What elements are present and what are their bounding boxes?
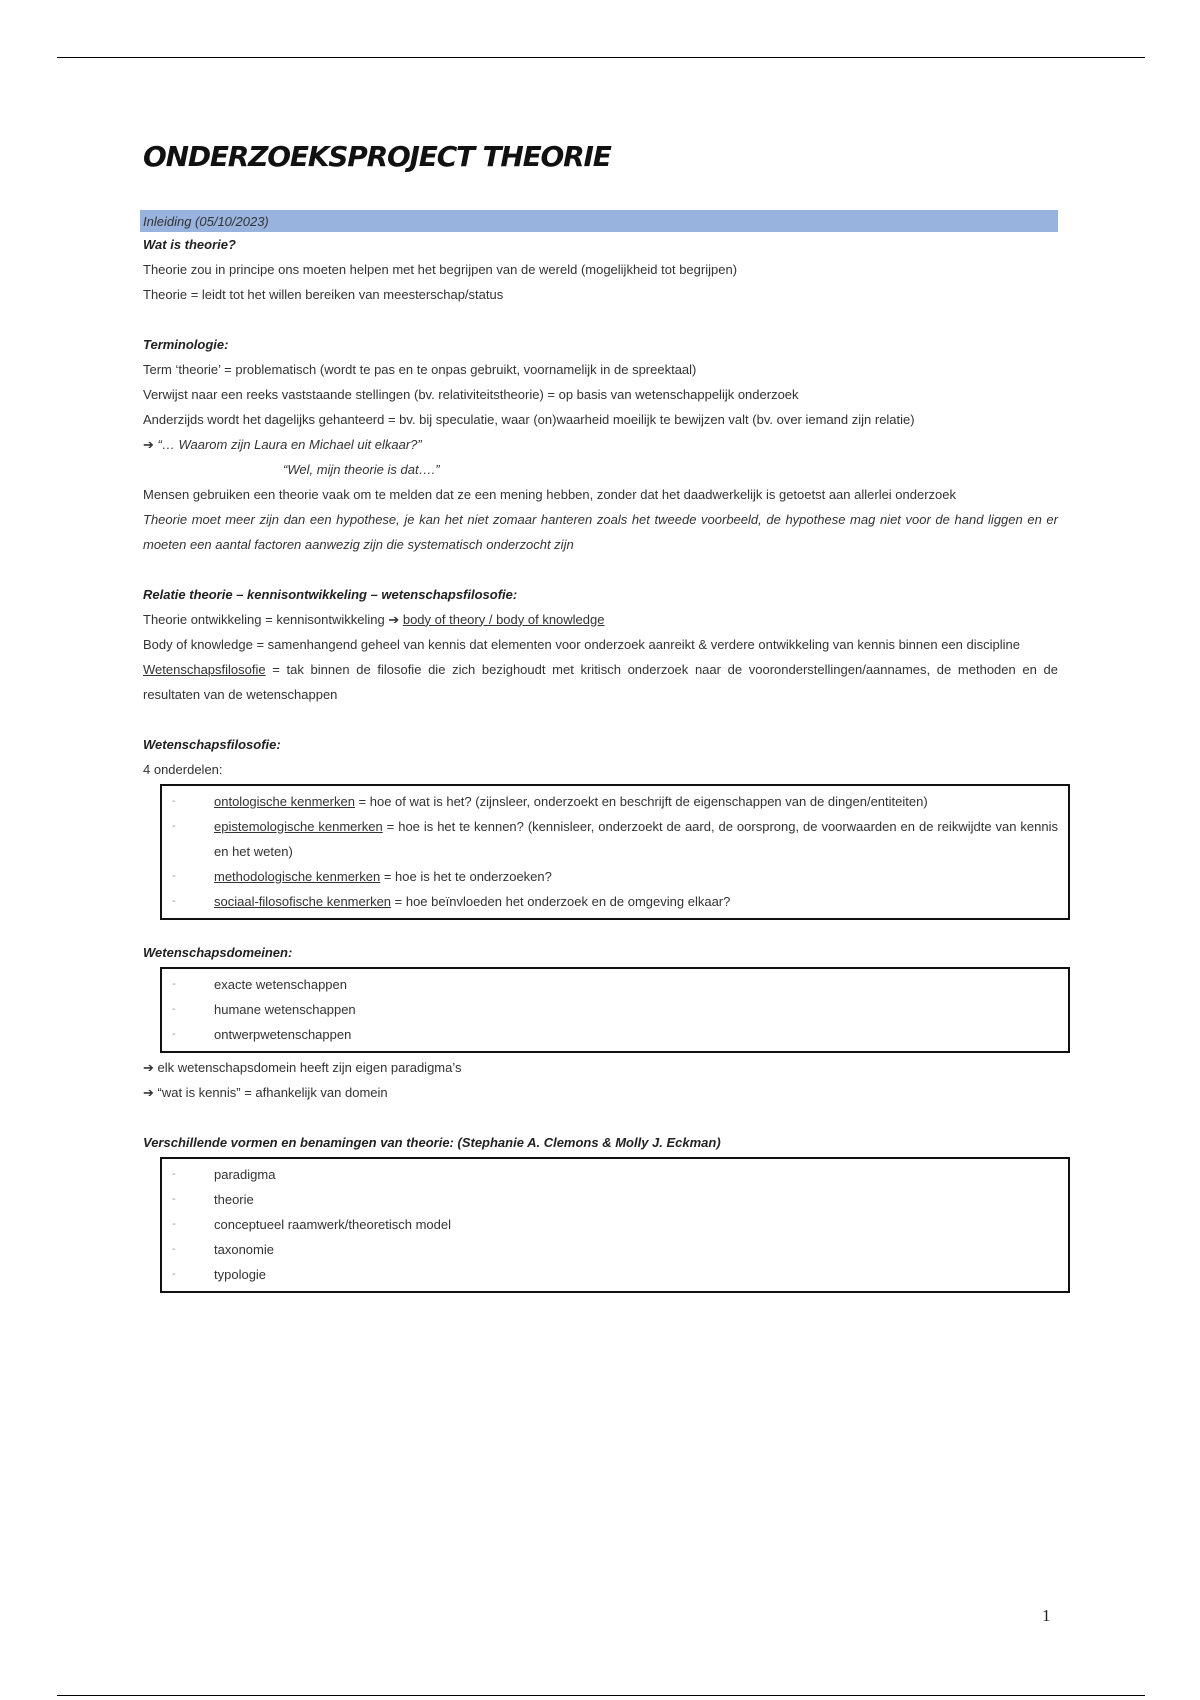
intro-line-2: Theorie = leidt tot het willen bereiken van meesterschap/status bbox=[143, 286, 504, 302]
terminologie-line-1: Term ‘theorie’ = problematisch (wordt te pas en te onpas gebruikt, voornamelijk in de spreektaal) bbox=[143, 361, 697, 377]
quote-line-2: “Wel, mijn theorie is dat….” bbox=[283, 461, 440, 477]
domein-label: exacte wetenschappen bbox=[214, 976, 347, 992]
list-item-vorm bbox=[162, 1237, 1068, 1262]
wetenschapsfilosofie-term: Wetenschapsfilosofie bbox=[143, 661, 266, 677]
terminologie-line-2: Verwijst naar een reeks vaststaande stellingen (bv. relativiteitstheorie) = op basis van wetenschappelijk onderzoek bbox=[143, 386, 799, 402]
quote-line-1 bbox=[143, 432, 1058, 457]
relatie-paragraph-1: Body of knowledge = samenhangend geheel van kennis dat elementen voor onderzoek aanreikt & verdere ontwikkeling van kennis binnen een discipline bbox=[143, 636, 1020, 652]
heading-terminologie: Terminologie: bbox=[143, 336, 229, 352]
quote-question: “… Waarom zijn Laura en Michael uit elkaar?” bbox=[157, 436, 422, 452]
box-kenmerken bbox=[160, 784, 1070, 920]
term-sociaal-filosofisch: sociaal-filosofische kenmerken bbox=[214, 893, 392, 909]
list-item-ontologisch bbox=[162, 789, 1068, 814]
domein-label: ontwerpwetenschappen bbox=[214, 1026, 352, 1042]
def-sociaal-filosofisch: = hoe beïnvloeden het onderzoek en de omgeving elkaar? bbox=[391, 893, 731, 909]
list-item-methodologisch bbox=[162, 864, 1068, 889]
header-rule bbox=[57, 57, 1145, 58]
bullet-icon: - bbox=[172, 869, 176, 882]
document-title: ONDERZOEKSPROJECT THEORIE bbox=[143, 140, 611, 173]
list-item-vorm bbox=[162, 1212, 1068, 1237]
def-epistemologisch: = hoe is het te kennen? (kennisleer, onderzoekt de aard, de oorsprong, de voorwaarden en de reikwijdte van kennis en het weten) bbox=[214, 818, 1058, 859]
arrow-icon: ➔ bbox=[143, 436, 154, 452]
terminologie-line-3: Anderzijds wordt het dagelijks gehanteerd = bv. bij speculatie, waar (on)waarheid moeilijk te bewijzen valt (bv. over iemand zijn relatie) bbox=[143, 411, 915, 427]
bullet-icon: - bbox=[172, 1027, 176, 1040]
page-number: 1 bbox=[1042, 1606, 1051, 1625]
list-item-sociaal-filosofisch bbox=[162, 889, 1068, 914]
bullet-icon: - bbox=[172, 1217, 176, 1230]
vorm-label: conceptueel raamwerk/theoretisch model bbox=[214, 1216, 452, 1232]
bullet-icon: - bbox=[172, 1267, 176, 1280]
term-methodologisch: methodologische kenmerken bbox=[214, 868, 381, 884]
vorm-label: typologie bbox=[214, 1266, 267, 1282]
heading-wetenschapsdomeinen: Wetenschapsdomeinen: bbox=[143, 944, 293, 960]
bullet-icon: - bbox=[172, 1002, 176, 1015]
bullet-icon: - bbox=[172, 1242, 176, 1255]
heading-wat-is-theorie: Wat is theorie? bbox=[143, 236, 236, 252]
bullet-icon: - bbox=[172, 819, 176, 832]
def-methodologisch: = hoe is het te onderzoeken? bbox=[380, 868, 552, 884]
box-vormen bbox=[160, 1157, 1070, 1293]
heading-wetenschapsfilosofie: Wetenschapsfilosofie: bbox=[143, 736, 281, 752]
list-item-epistemologisch bbox=[162, 814, 1068, 864]
bullet-icon: - bbox=[172, 794, 176, 807]
relatie-paragraph-2 bbox=[143, 657, 1058, 707]
list-item-vorm bbox=[162, 1162, 1068, 1187]
bullet-icon: - bbox=[172, 977, 176, 990]
footer-rule bbox=[57, 1695, 1145, 1696]
relatie-line-1-prefix: Theorie ontwikkeling = kennisontwikkeling ➔ bbox=[143, 611, 403, 627]
domein-label: humane wetenschappen bbox=[214, 1001, 356, 1017]
bullet-icon: - bbox=[172, 1192, 176, 1205]
bullet-icon: - bbox=[172, 894, 176, 907]
terminologie-italic-paragraph: Theorie moet meer zijn dan een hypothese, je kan het niet zomaar hanteren zoals het tweede voorbeeld, de hypothese mag niet voor de hand liggen en er moeten een aantal factoren aanwezig zijn die systematisch onderzocht zijn bbox=[143, 511, 1058, 552]
term-epistemologisch: epistemologische kenmerken bbox=[214, 818, 383, 834]
list-item-domein bbox=[162, 1022, 1068, 1047]
wetenschapsfilosofie-definition: = tak binnen de filosofie die zich bezighoudt met kritisch onderzoek naar de vooronderstellingen/aannames, de methoden en de resultaten van de wetenschappen bbox=[143, 661, 1058, 702]
box-domeinen bbox=[160, 967, 1070, 1053]
term-ontologisch: ontologische kenmerken bbox=[214, 793, 355, 809]
intro-line-1: Theorie zou in principe ons moeten helpen met het begrijpen van de wereld (mogelijkheid tot begrijpen) bbox=[143, 261, 738, 277]
list-item-domein bbox=[162, 972, 1068, 997]
domeinen-note-2: ➔ “wat is kennis” = afhankelijk van domein bbox=[143, 1084, 388, 1100]
vorm-label: theorie bbox=[214, 1191, 254, 1207]
heading-relatie: Relatie theorie – kennisontwikkeling – wetenschapsfilosofie: bbox=[143, 586, 518, 602]
vorm-label: paradigma bbox=[214, 1166, 276, 1182]
document-body bbox=[143, 140, 1058, 1295]
heading-vormen: Verschillende vormen en benamingen van theorie: (Stephanie A. Clemons & Molly J. Eckman) bbox=[143, 1134, 721, 1150]
terminologie-line-after: Mensen gebruiken een theorie vaak om te melden dat ze een mening hebben, zonder dat het daadwerkelijk is getoetst aan allerlei onderzoek bbox=[143, 486, 957, 502]
domeinen-note-1: ➔ elk wetenschapsdomein heeft zijn eigen paradigma’s bbox=[143, 1059, 462, 1075]
relatie-line-1-underlined: body of theory / body of knowledge bbox=[402, 611, 605, 627]
list-item-vorm bbox=[162, 1187, 1068, 1212]
bullet-icon: - bbox=[172, 1167, 176, 1180]
relatie-line-1 bbox=[143, 607, 1058, 632]
list-item-vorm bbox=[162, 1262, 1068, 1287]
def-ontologisch: = hoe of wat is het? (zijnsleer, onderzoekt en beschrijft de eigenschappen van de dingen/entiteiten) bbox=[354, 793, 928, 809]
vorm-label: taxonomie bbox=[214, 1241, 274, 1257]
wetenschapsfilosofie-intro: 4 onderdelen: bbox=[143, 761, 223, 777]
section-band-inleiding: Inleiding (05/10/2023) bbox=[140, 210, 1058, 232]
list-item-domein bbox=[162, 997, 1068, 1022]
